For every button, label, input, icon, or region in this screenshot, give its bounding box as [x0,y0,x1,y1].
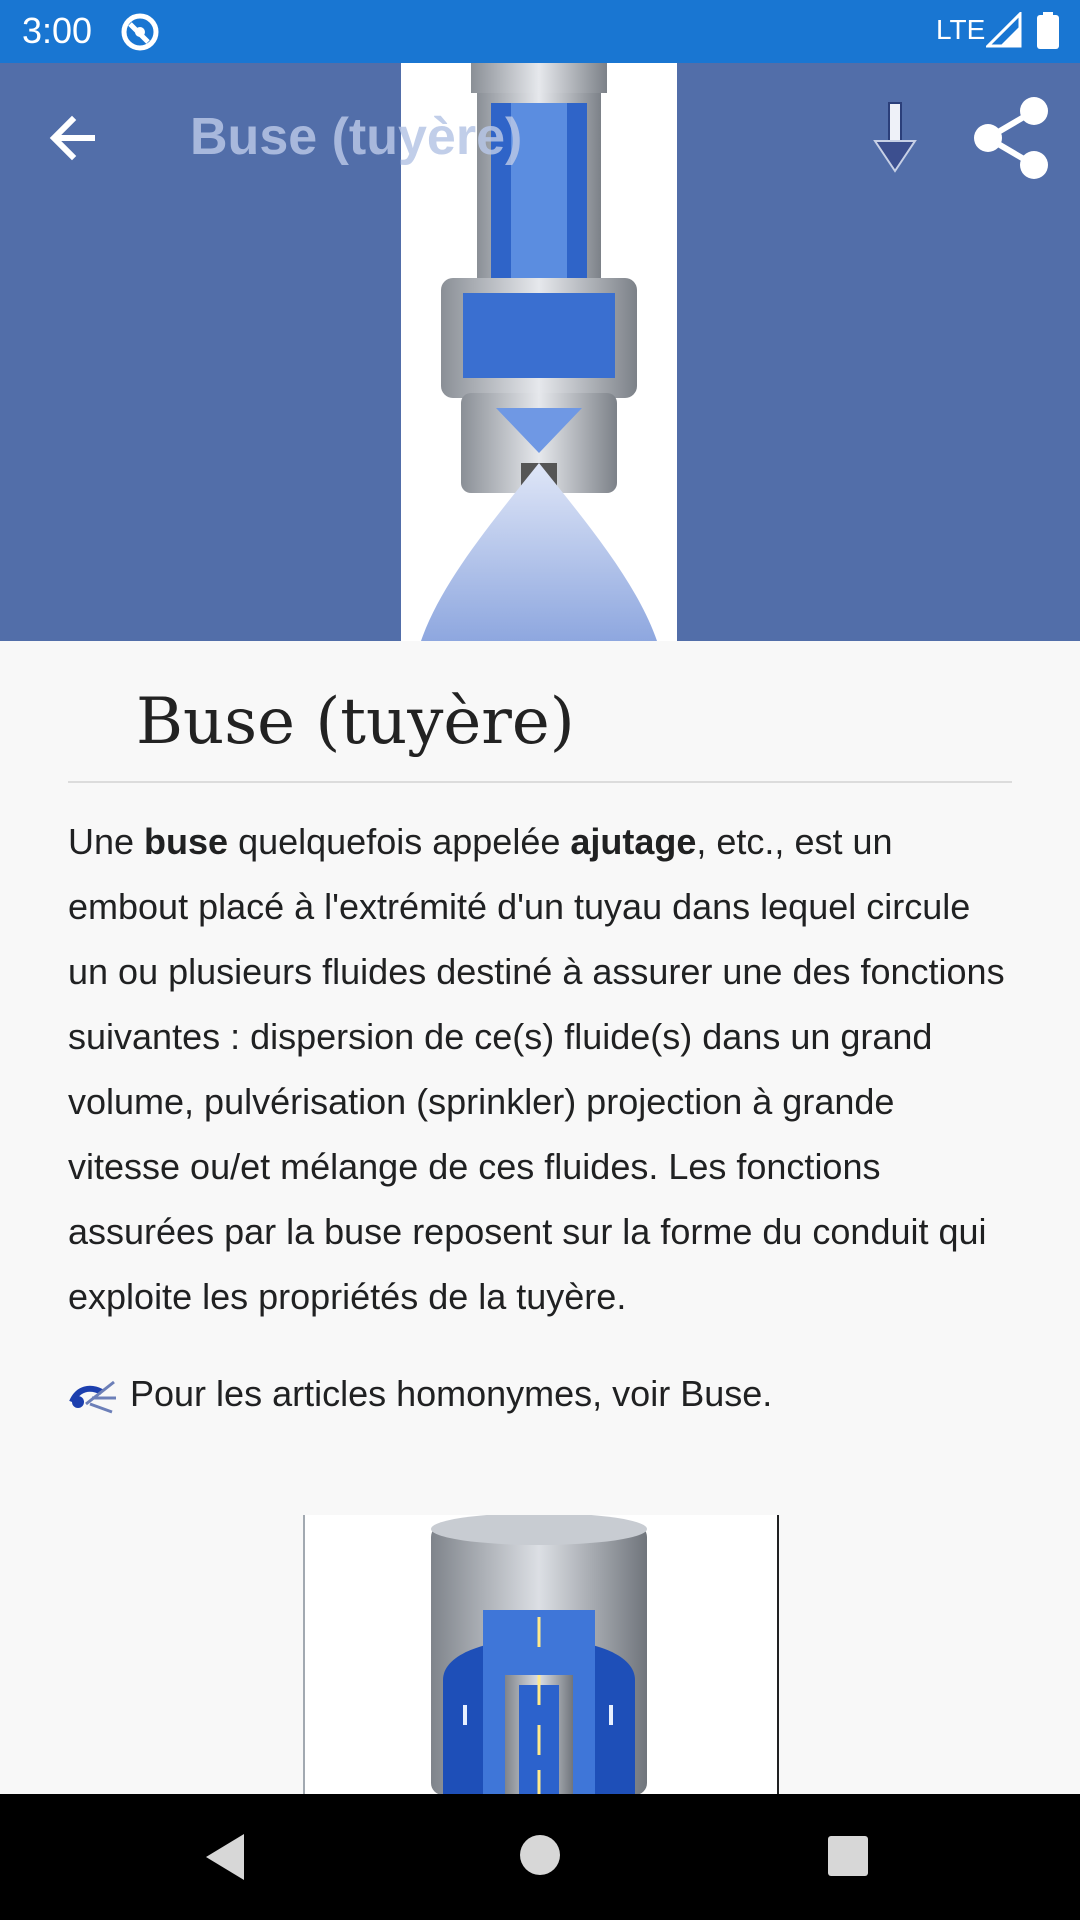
article-figure[interactable] [303,1515,779,1795]
app-notification-icon [120,12,160,52]
navigation-bar [0,1794,1080,1920]
status-bar [0,0,1080,63]
disambiguation-icon [68,1374,120,1414]
nozzle-cutaway-figure [305,1515,777,1795]
nav-home-icon[interactable] [517,1832,563,1878]
battery-icon [1036,12,1060,50]
back-arrow-icon[interactable] [40,103,110,173]
signal-icon [986,12,1022,48]
hatnote-text: Pour les articles homonymes, voir Buse. [130,1373,773,1414]
term-ajutage: ajutage [570,821,697,862]
intro-text-2: quelquefois appelée [228,821,571,862]
article-title: Buse (tuyère) [136,685,575,759]
article-content [68,641,1012,1419]
article-header [0,63,1080,641]
nav-back-icon[interactable] [202,1832,248,1882]
header-title: Buse (tuyère) [190,108,523,166]
share-icon[interactable] [966,93,1056,183]
disambiguation-hatnote[interactable] [68,1369,1012,1419]
intro-text-1: Une [68,821,145,862]
article-intro [68,809,1012,1329]
network-type: LTE [936,14,986,45]
status-time: 3:00 [22,10,93,51]
nav-recents-icon[interactable] [826,1834,870,1878]
intro-text-3: , etc., est un embout placé à l'extrémité d'un tuyau dans lequel circule un ou plusieurs fluides destiné à assurer une des fonctions suivantes : dispersion de ce(s) fluide(s) dans un grand volume, pulvérisation (sprinkler) projection à grande vitesse ou/et mélange de ces fluides. Les fonctions assurées par la buse reposent sur la forme du conduit qui exploite les propriétés de la tuyère. [68,821,1005,1317]
term-buse: buse [144,821,229,862]
download-icon[interactable] [860,93,930,193]
title-divider [68,781,1012,783]
